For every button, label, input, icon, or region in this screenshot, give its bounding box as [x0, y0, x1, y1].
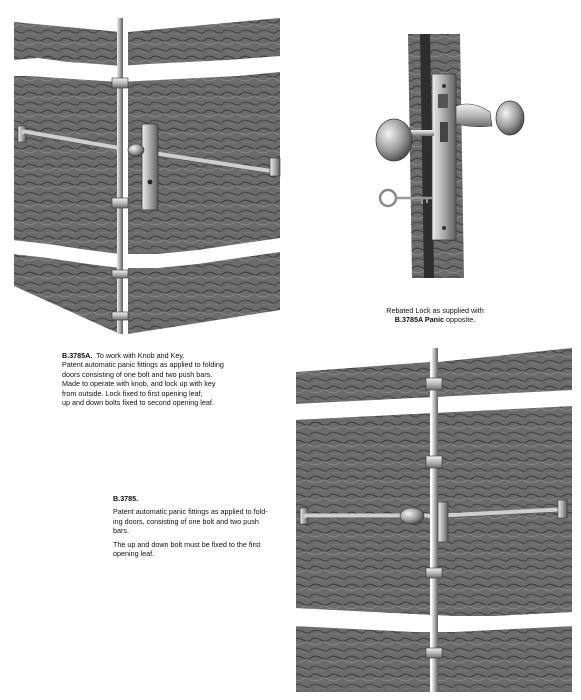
b3785-caption — [113, 494, 293, 558]
caption-tail: opposite. — [446, 315, 476, 325]
rebated-lock-caption — [350, 306, 520, 325]
product-code: B.3785. — [113, 494, 139, 503]
caption-line: ing doors, consisting of one bolt and two push — [113, 516, 259, 526]
panic-door-knob-key-illustration — [8, 18, 286, 340]
caption-heading — [62, 351, 287, 360]
panic-door-illustration — [294, 348, 573, 696]
caption-line: Patent automatic panic fittings as applied to folding — [62, 360, 224, 370]
caption-lead: To work with Knob and Key. — [96, 351, 185, 360]
caption-line: Made to operate with knob, and lock up with key — [62, 379, 216, 389]
caption-line: The up and down bolt must be fixed to the first — [113, 539, 261, 549]
caption-line: opening leaf. — [113, 549, 155, 559]
b3785a-caption — [62, 351, 287, 407]
caption-line: Patent automatic panic fittings as applied to fold- — [113, 507, 268, 517]
caption-line: Rebated Lock as supplied with — [386, 306, 484, 315]
rebated-lock-illustration — [360, 30, 535, 282]
product-code: B.3785A. — [62, 351, 93, 360]
caption-line: up and down bolts fixed to second opening leaf. — [62, 398, 214, 408]
caption-line: doors consisting of one bolt and two push bars. — [62, 369, 213, 379]
caption-line: bars. — [113, 526, 129, 536]
caption-line: from outside. Lock fixed to first opening leaf, — [62, 388, 203, 398]
product-code: B.3785A Panic — [394, 315, 445, 325]
caption-line — [350, 315, 520, 324]
